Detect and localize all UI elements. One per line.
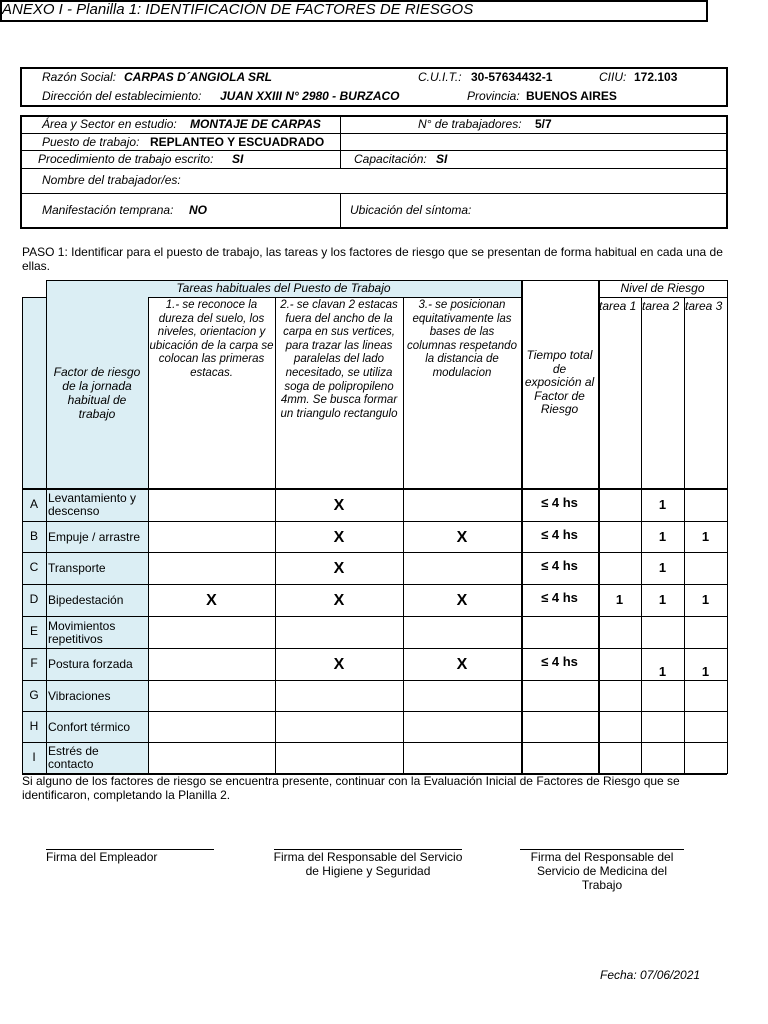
grid-hline: [598, 297, 727, 298]
row-factor: Bipedestación: [48, 593, 124, 607]
sig-medicina: Firma del Responsable del Servicio de Medicina del Trabajo: [530, 850, 674, 892]
row-letter: C: [29, 560, 39, 574]
task-mark: X: [333, 528, 345, 546]
grid-hline: [22, 742, 727, 743]
provincia-value: BUENOS AIRES: [526, 89, 617, 103]
procedimiento-value: SI: [232, 152, 244, 166]
row-letter: A: [29, 496, 38, 511]
risk-level: 1: [701, 664, 710, 679]
row-factor: Levantamiento y descenso: [48, 491, 137, 518]
task-mark: X: [333, 496, 345, 514]
row-letter: F: [30, 656, 38, 670]
task-mark: X: [333, 656, 345, 673]
row-letter: H: [29, 718, 39, 733]
sig-higiene: Firma del Responsable del Servicio de Higiene y Seguridad: [273, 850, 463, 878]
risk-level: 1: [701, 528, 710, 544]
grid-vline: [598, 280, 600, 773]
area-label: Área y Sector en estudio:: [42, 117, 177, 131]
risk-level: 1: [658, 592, 667, 607]
tarea2-header: tarea 2: [642, 299, 680, 313]
tarea3-header: tarea 3: [685, 299, 723, 313]
manifestacion-label: Manifestación temprana:: [42, 203, 174, 217]
capacitacion-label: Capacitación:: [354, 152, 427, 166]
grid-hline: [22, 521, 727, 522]
direccion-label: Dirección del establecimiento:: [42, 89, 202, 103]
task-mark: X: [206, 592, 217, 609]
task1-description: 1.- se reconoce la dureza del suelo, los niveles, orientacion y ubicación de la carpa se colocan las primeras estacas.: [149, 299, 274, 379]
razon-social-value: CARPAS D´ANGIOLA SRL: [124, 70, 272, 84]
nombre-label: Nombre del trabajador/es:: [42, 173, 181, 187]
fecha: Fecha: 07/06/2021: [600, 968, 701, 982]
letter-col-fill: [22, 297, 46, 488]
row-factor: Postura forzada: [48, 657, 133, 671]
ciiu-value: 172.103: [634, 70, 678, 84]
area-value: MONTAJE DE CARPAS: [190, 117, 321, 131]
grid-hline: [22, 584, 727, 585]
ubicacion-label: Ubicación del síntoma:: [350, 203, 472, 217]
risk-level: 1: [701, 592, 710, 607]
row-factor: Empuje / arrastre: [48, 529, 141, 544]
row-factor: Estrés de contacto: [48, 744, 99, 771]
risk-level: 1: [658, 560, 667, 575]
grid-hline: [22, 616, 727, 617]
row-tiempo: ≤ 4 hs: [541, 654, 578, 669]
nivel-header: Nivel de Riesgo: [620, 281, 705, 295]
cuit-label: C.U.I.T.:: [418, 70, 462, 84]
risk-level: 1: [615, 592, 624, 607]
row-factor: Transporte: [48, 561, 106, 575]
page-title: ANEXO I - Planilla 1: IDENTIFICACIÓN DE FACTORES DE RIESGOS: [2, 1, 474, 18]
grid-vline: [727, 280, 728, 774]
task2-description: 2.- se clavan 2 estacas fuera del ancho de la carpa en sus vertices, para trazar las lineas paralelas del lado necesitado, se utiliza soga de polipropileno 4mm. Se busca formar un triangulo rectangulo: [280, 299, 398, 420]
trabajadores-value: 5/7: [535, 117, 552, 131]
row-tiempo: ≤ 4 hs: [541, 590, 578, 605]
grid-hline: [22, 711, 727, 712]
direccion-value: JUAN XXIII N° 2980 - BURZACO: [220, 89, 400, 103]
capacitacion-value: SI: [436, 152, 448, 166]
task-mark: X: [333, 592, 345, 609]
provincia-label: Provincia:: [467, 89, 520, 103]
ciiu-label: CIIU:: [599, 70, 627, 84]
row-letter: G: [29, 687, 39, 702]
row-letter: I: [32, 749, 36, 764]
row-factor: Vibraciones: [48, 688, 111, 703]
row-letter: D: [29, 592, 39, 606]
procedimiento-label: Procedimiento de trabajo escrito:: [38, 152, 214, 166]
row-letter: B: [29, 528, 38, 543]
grid-hline: [22, 648, 727, 649]
razon-social-label: Razón Social:: [42, 70, 117, 84]
row-tiempo: ≤ 4 hs: [541, 558, 578, 573]
risk-level: 1: [658, 664, 667, 679]
tarea1-header: tarea 1: [599, 299, 637, 313]
grid-vline: [46, 280, 47, 773]
task3-description: 3.- se posicionan equitativamente las bases de las columnas respetando la distancia de modulacion: [407, 299, 517, 379]
puesto-label: Puesto de trabajo:: [42, 135, 140, 149]
grid-hline: [22, 552, 727, 553]
grid-hline: [148, 297, 521, 298]
footer-note: Si alguno de los factores de riesgo se encuentra presente, continuar con la Evaluación Inicial de Factores de Riesgo que se identificaron, completando la Planilla 2.: [22, 774, 680, 802]
tareas-header: Tareas habituales del Puesto de Trabajo: [176, 281, 391, 295]
row-factor: Movimientos repetitivos: [48, 618, 116, 646]
cuit-value: 30-57634432-1: [471, 70, 553, 84]
trabajadores-label: N° de trabajadores:: [418, 117, 522, 131]
paso1-instructions: PASO 1: Identificar para el puesto de trabajo, las tareas y los factores de riesgo que se presentan de forma habitual en cada una de ellas.: [22, 245, 723, 273]
grid-hline: [22, 680, 727, 681]
task-mark: X: [456, 592, 468, 609]
task-mark: X: [456, 528, 468, 546]
row-factor: Confort térmico: [48, 719, 131, 734]
risk-level: 1: [658, 496, 667, 512]
manifestacion-value: NO: [189, 203, 207, 217]
tiempo-header: Tiempo total de exposición al Factor de Riesgo: [524, 348, 595, 417]
row-tiempo: ≤ 4 hs: [541, 526, 578, 542]
row-letter: E: [29, 624, 38, 638]
task-mark: X: [456, 656, 468, 673]
row-tiempo: ≤ 4 hs: [541, 494, 578, 510]
grid-hline: [22, 297, 46, 298]
task-mark: X: [333, 560, 345, 577]
puesto-value: REPLANTEO Y ESCUADRADO: [150, 135, 325, 149]
sig-empleador: Firma del Empleador: [46, 850, 158, 864]
risk-level: 1: [658, 528, 667, 544]
factor-header: Factor de riesgo de la jornada habitual de trabajo: [53, 365, 141, 421]
